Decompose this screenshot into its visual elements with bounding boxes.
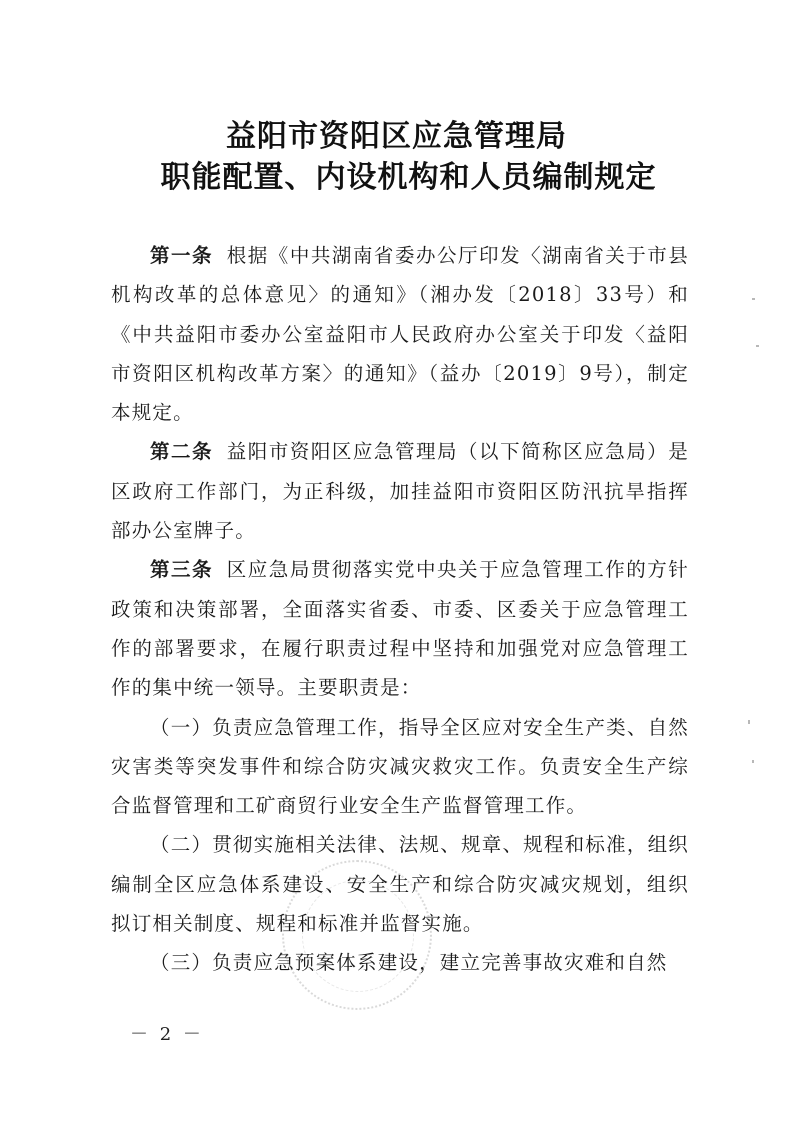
article-label: 第一条 xyxy=(150,244,214,267)
document-title-line-1: 益阳市资阳区应急管理局 xyxy=(226,119,567,154)
document-title-line-2: 职能配置、内设机构和人员编制规定 xyxy=(160,160,657,195)
faint-seal-stamp xyxy=(282,860,432,1010)
scan-speck xyxy=(752,760,754,763)
page-number: － 2 － xyxy=(130,1024,204,1045)
article-label: 第二条 xyxy=(150,440,214,464)
duty-text: （一）负责应急管理工作，指导全区应对安全生产类、自然灾害类等突发事件和综合防灾减灾救灾工作。负责安全生产综合监督管理和工矿商贸行业安全生产监督管理工作。 xyxy=(111,715,689,818)
duty-item-1 xyxy=(111,708,689,826)
duty-text: （二）贯彻实施相关法律、法规、规章、规程和标准，组织编制全区应急体系建设、安全生产和综合防灾减灾规划，组织拟订相关制度、规程和标准并监督实施。 xyxy=(111,833,689,936)
duty-text: （三）负责应急预案体系建设，建立完善事故灾难和自然 xyxy=(150,951,668,975)
document-body xyxy=(111,236,689,983)
article-text: 益阳市资阳区应急管理局（以下简称区应急局）是区政府工作部门，为正科级，加挂益阳市资阳区防汛抗旱指挥部办公室牌子。 xyxy=(111,440,689,543)
article-1 xyxy=(111,236,689,432)
article-label: 第三条 xyxy=(150,558,214,582)
article-2 xyxy=(111,432,689,550)
article-text: 根据《中共湖南省委办公厅印发〈湖南省关于市县机构改革的总体意见〉的通知》（湘办发〔2018〕33号）和《中共益阳市委办公室益阳市人民政府办公室关于印发〈益阳市资阳区机构改革方案〉的通知》（益办〔2019〕9号），制定本规定。 xyxy=(111,244,689,425)
scan-speck xyxy=(756,345,759,347)
scan-speck xyxy=(752,298,755,300)
article-3 xyxy=(111,550,689,707)
article-text: 区应急局贯彻落实党中央关于应急管理工作的方针政策和决策部署，全面落实省委、市委、区委关于应急管理工作的部署要求，在履行职责过程中坚持和加强党对应急管理工作的集中统一领导。主要职责是： xyxy=(111,558,689,700)
seal-inner-ring xyxy=(302,880,414,992)
scan-speck xyxy=(748,720,750,724)
